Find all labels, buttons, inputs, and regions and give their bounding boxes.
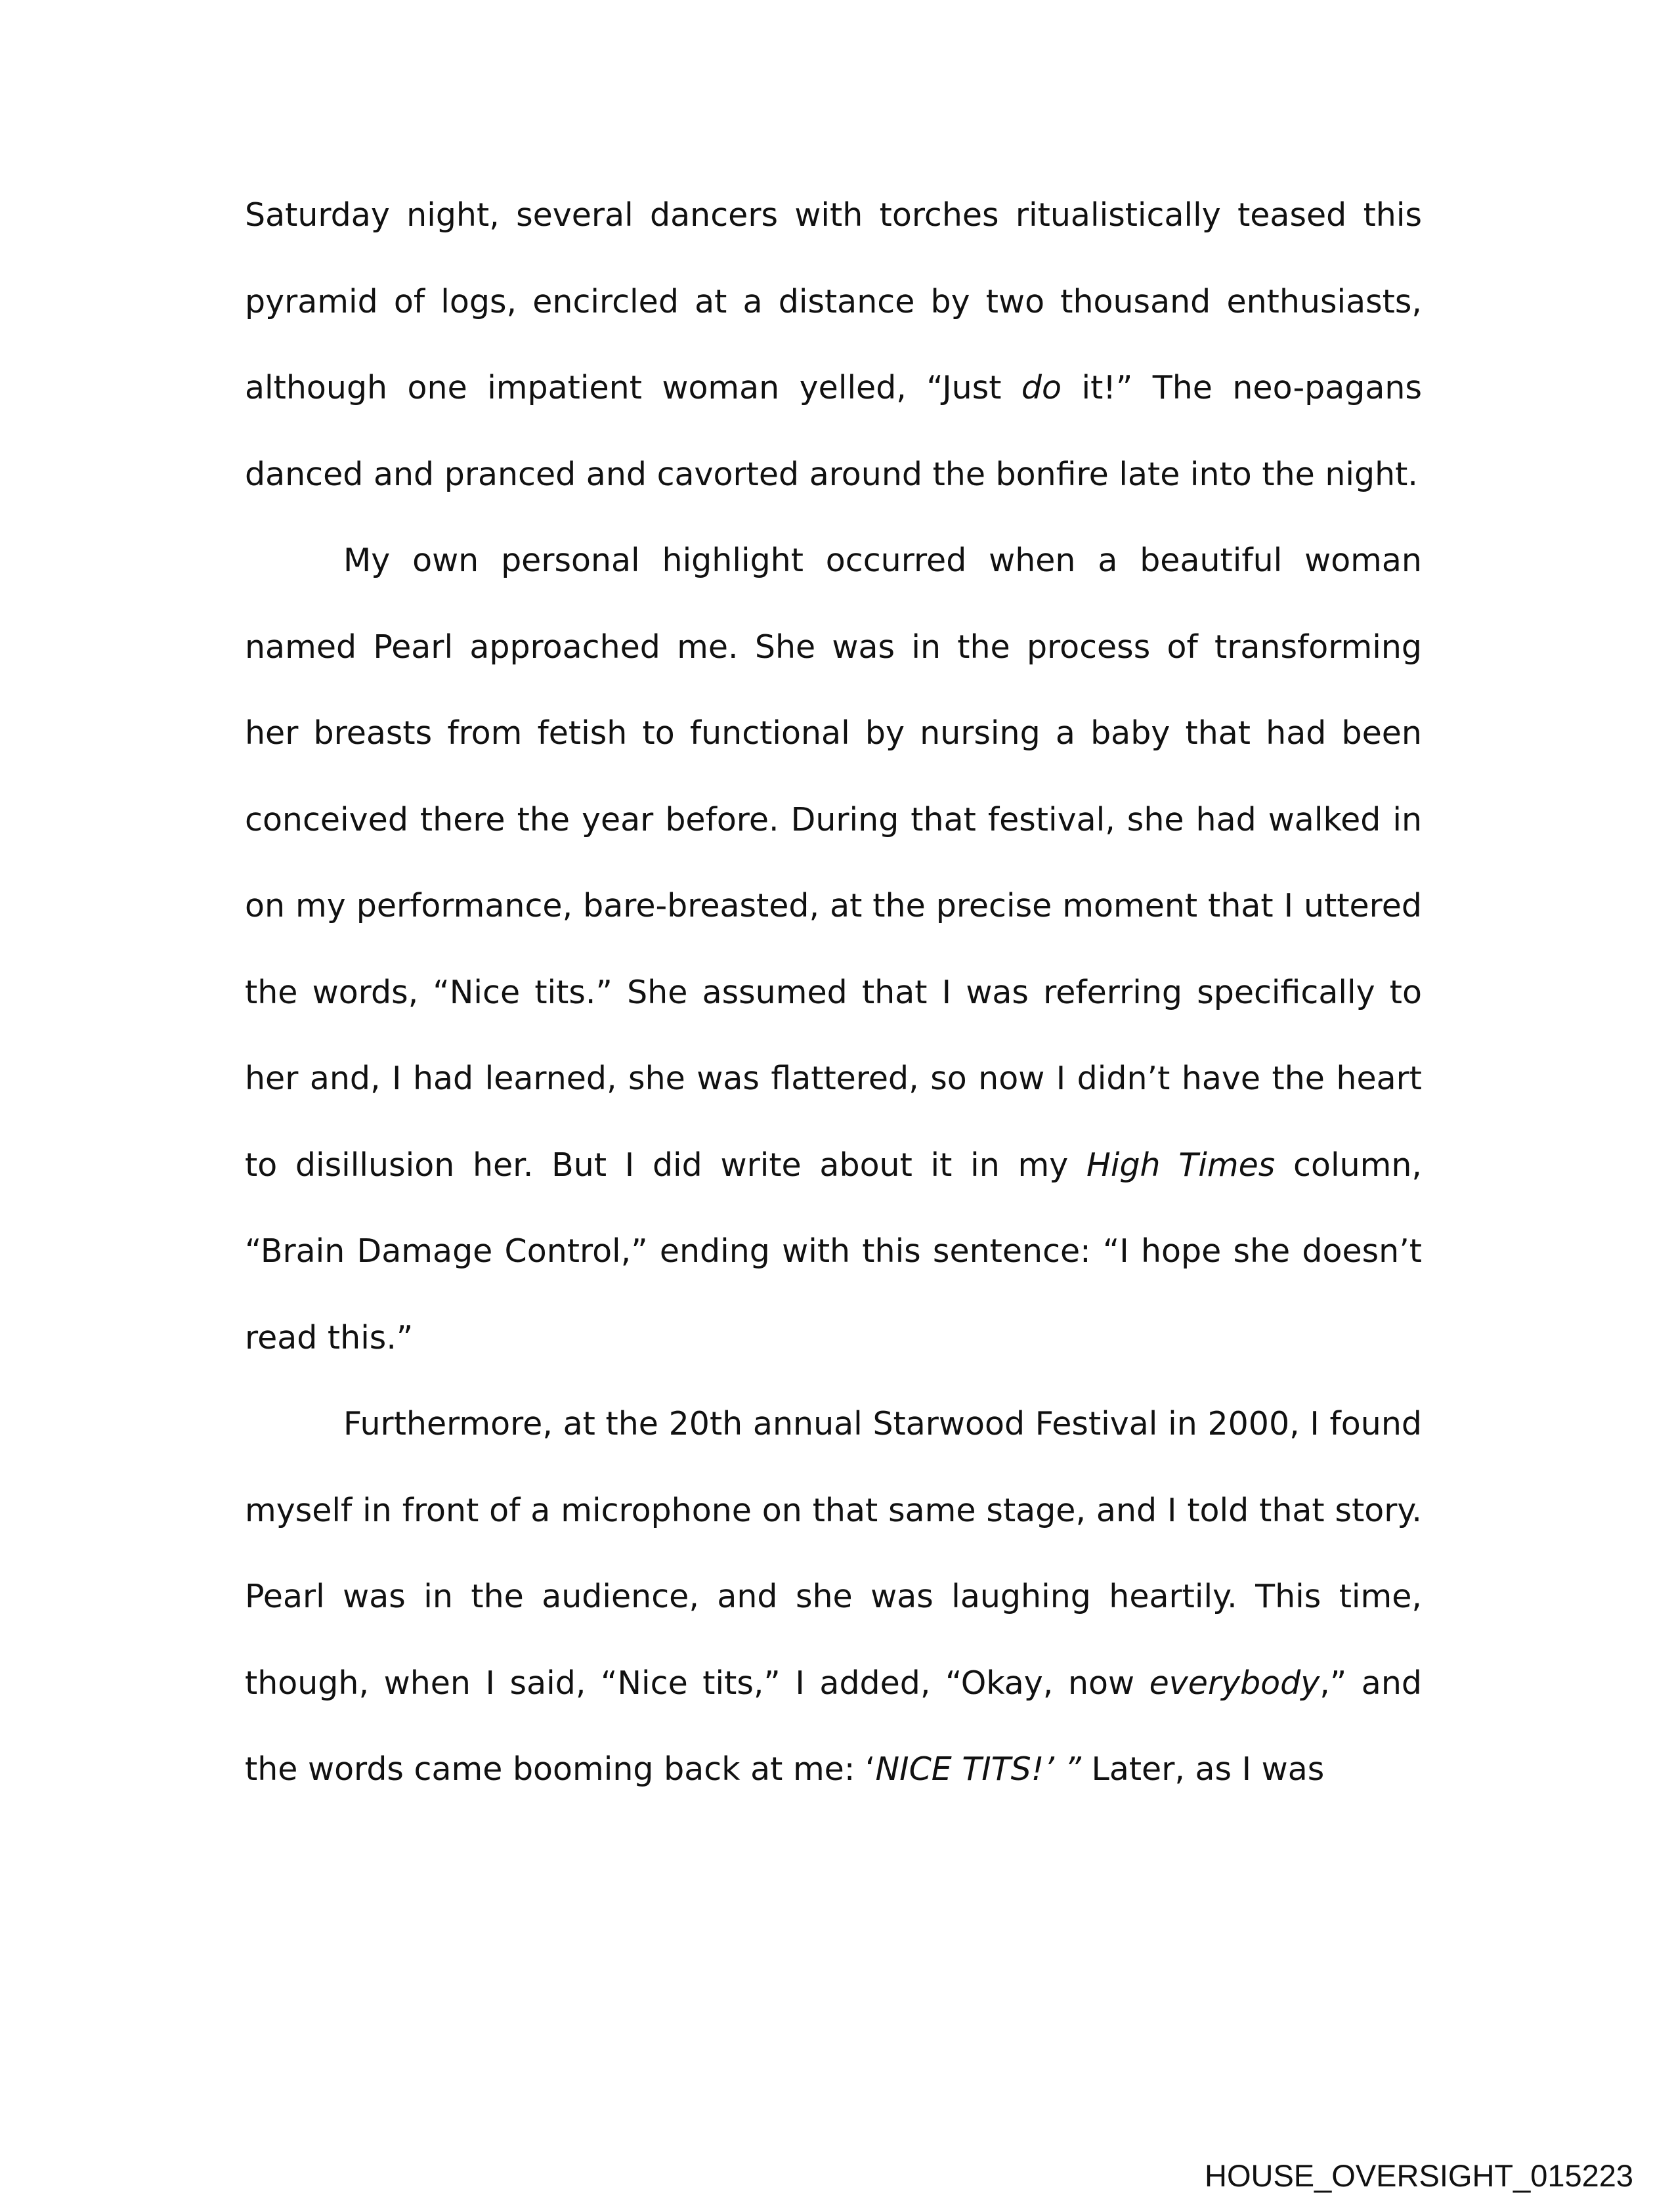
paragraph-2 — [245, 517, 1422, 1381]
text-run: column, “Brain Damage Control,” ending with this sentence: “I hope she doesn’t read this.” — [245, 1146, 1422, 1356]
text-run: ,” and the words came booming back at me: ‘ — [245, 1664, 1422, 1788]
body-text — [245, 172, 1422, 1813]
text-run: Later, as I was — [1081, 1750, 1325, 1788]
paragraph-1 — [245, 172, 1422, 517]
bates-number: HOUSE_OVERSIGHT_015223 — [1205, 2158, 1634, 2193]
text-run-italic: do — [1021, 369, 1062, 406]
text-run-italic: everybody — [1149, 1664, 1320, 1702]
paragraph-3 — [245, 1381, 1422, 1813]
text-run-italic: High Times — [1086, 1146, 1276, 1184]
text-run-italic: NICE TITS!’ ” — [875, 1750, 1081, 1788]
text-run: My own personal highlight occurred when a beautiful woman named Pearl approached me. She was in the process of transforming her breasts from fetish to functional by nursing a baby that had been conceived there the year before. During that festival, she had walked in on my performance, bare-breasted, at the precise moment that I uttered the words, “Nice tits.” She assumed that I was referring specifically to her and, I had learned, she was flattered, so now I didn’t have the heart to disillusion her. But I did write about it in my — [245, 542, 1422, 1184]
text-run: Furthermore, at the 20th annual Starwood Festival in 2000, I found myself in front of a microphone on that same stage, and I told that story. Pearl was in the audience, and she was laughing heartily. This time, though, when I said, “Nice tits,” I added, “Okay, now — [245, 1405, 1422, 1702]
text-run: Saturday night, several dancers with torches ritualistically teased this pyramid of logs, encircled at a distance by two thousand enthusiasts, although one impatient woman yelled, “Just — [245, 196, 1422, 406]
text-run: it!” The neo-pagans danced and pranced and cavorted around the bonfire late into the night. — [245, 369, 1422, 493]
